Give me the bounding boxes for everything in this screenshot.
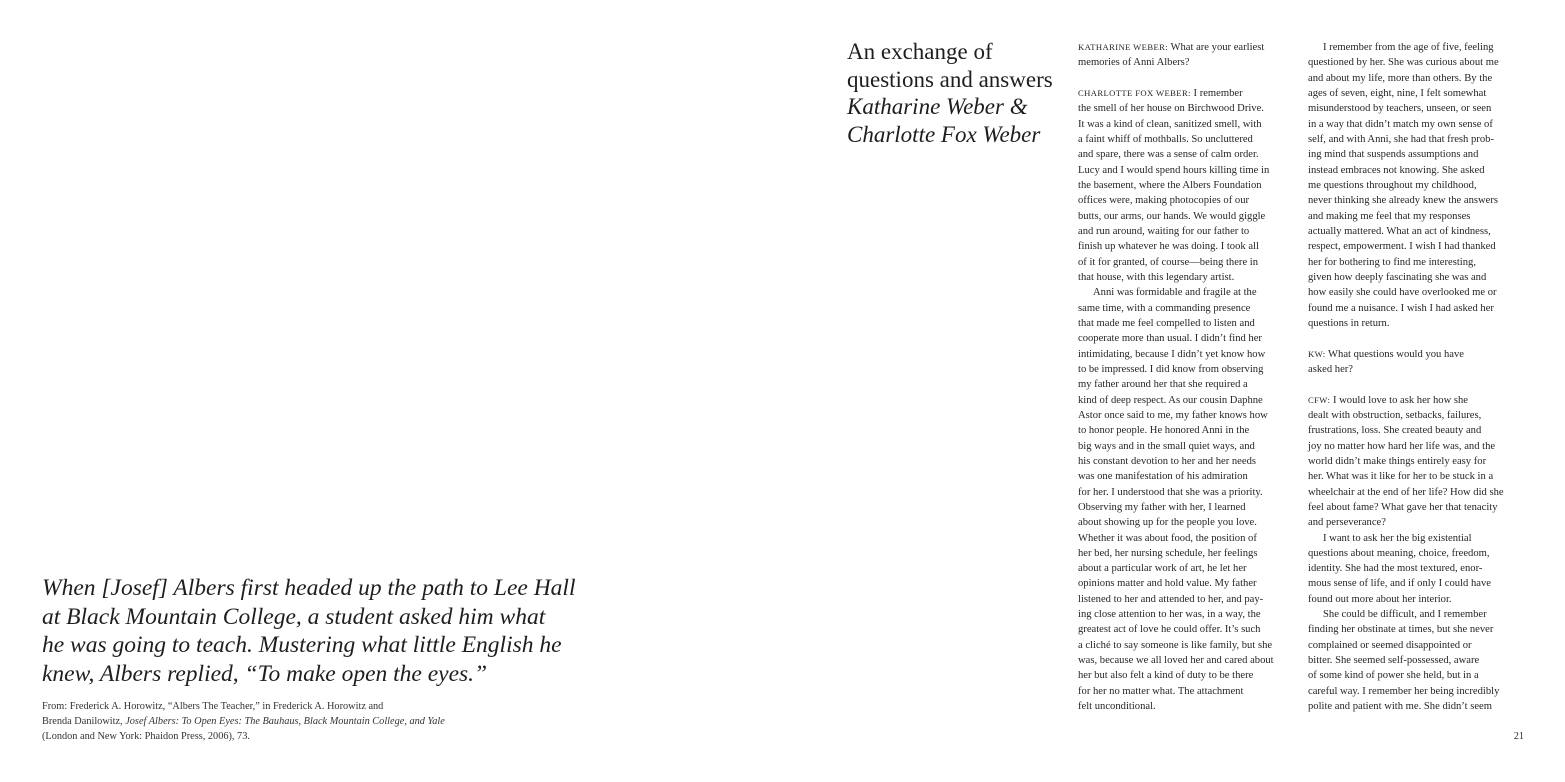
text-line: Lucy and I would spend hours killing time in xyxy=(1078,164,1270,176)
page-number: 21 xyxy=(1513,731,1524,742)
text-line: finish up whatever he was doing. I took all xyxy=(1078,241,1259,253)
question-line: asked her? xyxy=(1308,363,1353,375)
text-line: found out more about her interior. xyxy=(1308,593,1452,605)
answer-line: CFW: I would love to ask her how she xyxy=(1308,394,1468,406)
text-line: frustrations, loss. She created beauty and xyxy=(1308,425,1482,437)
text-column-2 xyxy=(1308,40,1524,714)
text-line: her but also felt a kind of duty to be there xyxy=(1078,670,1254,682)
text-line: Observing my father with her, I learned xyxy=(1078,501,1246,513)
citation-authors: Brenda Danilowitz, xyxy=(42,716,126,727)
text-line: opinions matter and hold value. My father xyxy=(1078,578,1257,590)
article-title-line: An exchange of xyxy=(847,39,993,64)
text-line: Astor once said to me, my father knows how xyxy=(1078,409,1268,421)
text-line: the basement, where the Albers Foundation xyxy=(1078,179,1262,191)
text-line: mous sense of life, and if only I could have xyxy=(1308,578,1491,590)
text-line: dealt with obstruction, setbacks, failures, xyxy=(1308,409,1482,421)
text-line: I remember from the age of five, feeling xyxy=(1323,42,1494,53)
text-line: It was a kind of clean, sanitized smell, with xyxy=(1078,118,1262,130)
text-line: for her no matter what. The attachment xyxy=(1078,685,1244,697)
text-line: respect, empowerment. I wish I had thanked xyxy=(1308,241,1496,253)
text-line: was one manifestation of his admiration xyxy=(1078,471,1248,483)
text-line: and perseverance? xyxy=(1308,517,1386,529)
text-line: of it for granted, of course—being there in xyxy=(1078,256,1259,268)
text-line: ages of seven, eight, nine, I felt somewhat xyxy=(1308,87,1487,99)
text-line: questions about meaning, choice, freedom, xyxy=(1308,547,1490,559)
text-line: my father around her that she required a xyxy=(1078,379,1248,391)
text-line: that made me feel compelled to listen and xyxy=(1078,317,1255,329)
epigraph-line: knew, Albers replied, “To make open the eyes.” xyxy=(42,660,488,687)
citation-line: From: Frederick A. Horowitz, “Albers The Teacher,” in Frederick A. Horowitz and xyxy=(42,701,384,712)
text-line: Anni was formidable and fragile at the xyxy=(1093,287,1257,299)
text-line: never thinking she already knew the answers xyxy=(1308,195,1499,207)
text-line: greatest act of love he could offer. It’s such xyxy=(1078,624,1261,636)
citation-line xyxy=(42,714,502,729)
speaker-label: KW: xyxy=(1308,348,1326,359)
text-line: was, because we all loved her and cared about xyxy=(1078,655,1274,667)
text-line: ing mind that suspends assumptions and xyxy=(1308,149,1479,161)
text-line: about a particular work of art, he let her xyxy=(1078,563,1247,575)
text-line: of some kind of power she held, but in a xyxy=(1308,670,1479,682)
text-line: feel about fame? What gave her that tenacity xyxy=(1308,501,1498,513)
text-line: misunderstood by teachers, unseen, or seen xyxy=(1308,103,1492,115)
epigraph-line: he was going to teach. Mustering what little English he xyxy=(42,632,562,658)
text-line: to be impressed. I did know from observing xyxy=(1078,363,1264,375)
article-title-line: questions and answers xyxy=(847,66,1053,92)
text-line: careful way. I remember her being incredibly xyxy=(1308,685,1500,697)
text-column-1 xyxy=(1078,40,1294,714)
text-line: I want to ask her the big existential xyxy=(1323,532,1472,544)
question-line: KATHARINE WEBER: What are your earliest xyxy=(1078,42,1265,53)
text-line: identity. She had the most textured, enor- xyxy=(1308,563,1483,575)
citation-book-title: Josef Albers: To Open Eyes: The Bauhaus, Black Mountain College, and Yale xyxy=(125,716,445,727)
text-line: her bed, her nursing schedule, her feelings xyxy=(1078,547,1258,559)
text-line: her for bothering to find me interesting, xyxy=(1308,256,1476,268)
text-line: and about my life, more than others. By the xyxy=(1308,72,1493,84)
text-line: joy no matter how hard her life was, and the xyxy=(1308,440,1496,452)
text-line: given how deeply fascinating she was and xyxy=(1308,271,1487,283)
article-author-line: Katharine Weber & xyxy=(847,94,1028,119)
text-line: complained or seemed disappointed or xyxy=(1308,639,1472,651)
text-line: to honor people. He honored Anni in the xyxy=(1078,425,1250,437)
text-line: that house, with this legendary artist. xyxy=(1078,271,1235,283)
question-line: KW: What questions would you have xyxy=(1308,348,1464,360)
text-line: a cliché to say someone is like family, but she xyxy=(1078,639,1273,651)
text-line: ing close attention to her was, in a way, the xyxy=(1078,609,1261,621)
text-line: a faint whiff of mothballs. So uncluttered xyxy=(1078,133,1253,145)
text-line: his constant devotion to her and her needs xyxy=(1078,455,1256,467)
text-line: listened to her and attended to her, and pay- xyxy=(1078,593,1264,605)
text-line: wheelchair at the end of her life? How did she xyxy=(1308,486,1504,498)
citation-line: (London and New York: Phaidon Press, 2006), 73. xyxy=(42,731,250,742)
text-line: same time, with a commanding presence xyxy=(1078,302,1251,314)
article-author-line: Charlotte Fox Weber xyxy=(847,121,1041,147)
text-line: and run around, waiting for our father to xyxy=(1078,225,1250,237)
text-line: found me a nuisance. I wish I had asked her xyxy=(1308,302,1494,314)
text-line: and spare, there was a sense of calm order. xyxy=(1078,149,1259,161)
text-line: instead embraces not knowing. She asked xyxy=(1308,164,1485,176)
speaker-label: CHARLOTTE FOX WEBER: xyxy=(1078,87,1191,98)
answer-line: CHARLOTTE FOX WEBER: I remember xyxy=(1078,87,1243,99)
text-line: and making me feel that my responses xyxy=(1308,210,1471,222)
text-line: bitter. She seemed self-possessed, aware xyxy=(1308,655,1480,667)
text-line: questioned by her. She was curious about me xyxy=(1308,57,1499,69)
epigraph-line: at Black Mountain College, a student asked him what xyxy=(42,603,546,630)
text-line: self, and with Anni, she had that fresh prob- xyxy=(1308,133,1494,145)
article-title-block xyxy=(847,38,1062,148)
text-line: how easily she could have overlooked me or xyxy=(1308,287,1497,299)
epigraph-citation xyxy=(42,699,502,744)
text-line: cooperate more than usual. I didn’t find her xyxy=(1078,333,1262,345)
text-line: kind of deep respect. As our cousin Daphne xyxy=(1078,394,1263,406)
speaker-label: CFW: xyxy=(1308,394,1331,405)
text-line: She could be difficult, and I remember xyxy=(1323,609,1487,621)
epigraph-quote xyxy=(42,574,576,688)
text-line: Whether it was about food, the position of xyxy=(1078,532,1257,544)
text-line: butts, our arms, our hands. We would giggle xyxy=(1078,210,1266,222)
text-line: big ways and in the small quiet ways, and xyxy=(1078,440,1255,452)
speaker-label: KATHARINE WEBER: xyxy=(1078,42,1169,52)
text-line: for her. I understood that she was a priority. xyxy=(1078,486,1263,498)
text-line: intimidating, because I didn’t yet know how xyxy=(1078,348,1266,360)
text-line: polite and patient with me. She didn’t seem xyxy=(1308,701,1492,713)
text-line: finding her obstinate at times, but she never xyxy=(1308,624,1494,636)
epigraph-line: When [Josef] Albers first headed up the path to Lee Hall xyxy=(42,575,576,601)
text-line: in a way that didn’t match my own sense of xyxy=(1308,118,1493,130)
text-line: about showing up for the people you love. xyxy=(1078,517,1257,529)
text-line: the smell of her house on Birchwood Drive. xyxy=(1078,103,1264,115)
text-line: offices were, making photocopies of our xyxy=(1078,195,1250,207)
text-line: questions in return. xyxy=(1308,317,1390,329)
text-line: felt unconditional. xyxy=(1078,701,1156,713)
question-line: memories of Anni Albers? xyxy=(1078,57,1190,69)
text-line: actually mattered. What an act of kindness, xyxy=(1308,225,1491,237)
text-line: me questions throughout my childhood, xyxy=(1308,179,1477,191)
text-line: her. What was it like for her to be stuck in a xyxy=(1308,471,1494,483)
text-line: world didn’t make things entirely easy for xyxy=(1308,455,1487,467)
